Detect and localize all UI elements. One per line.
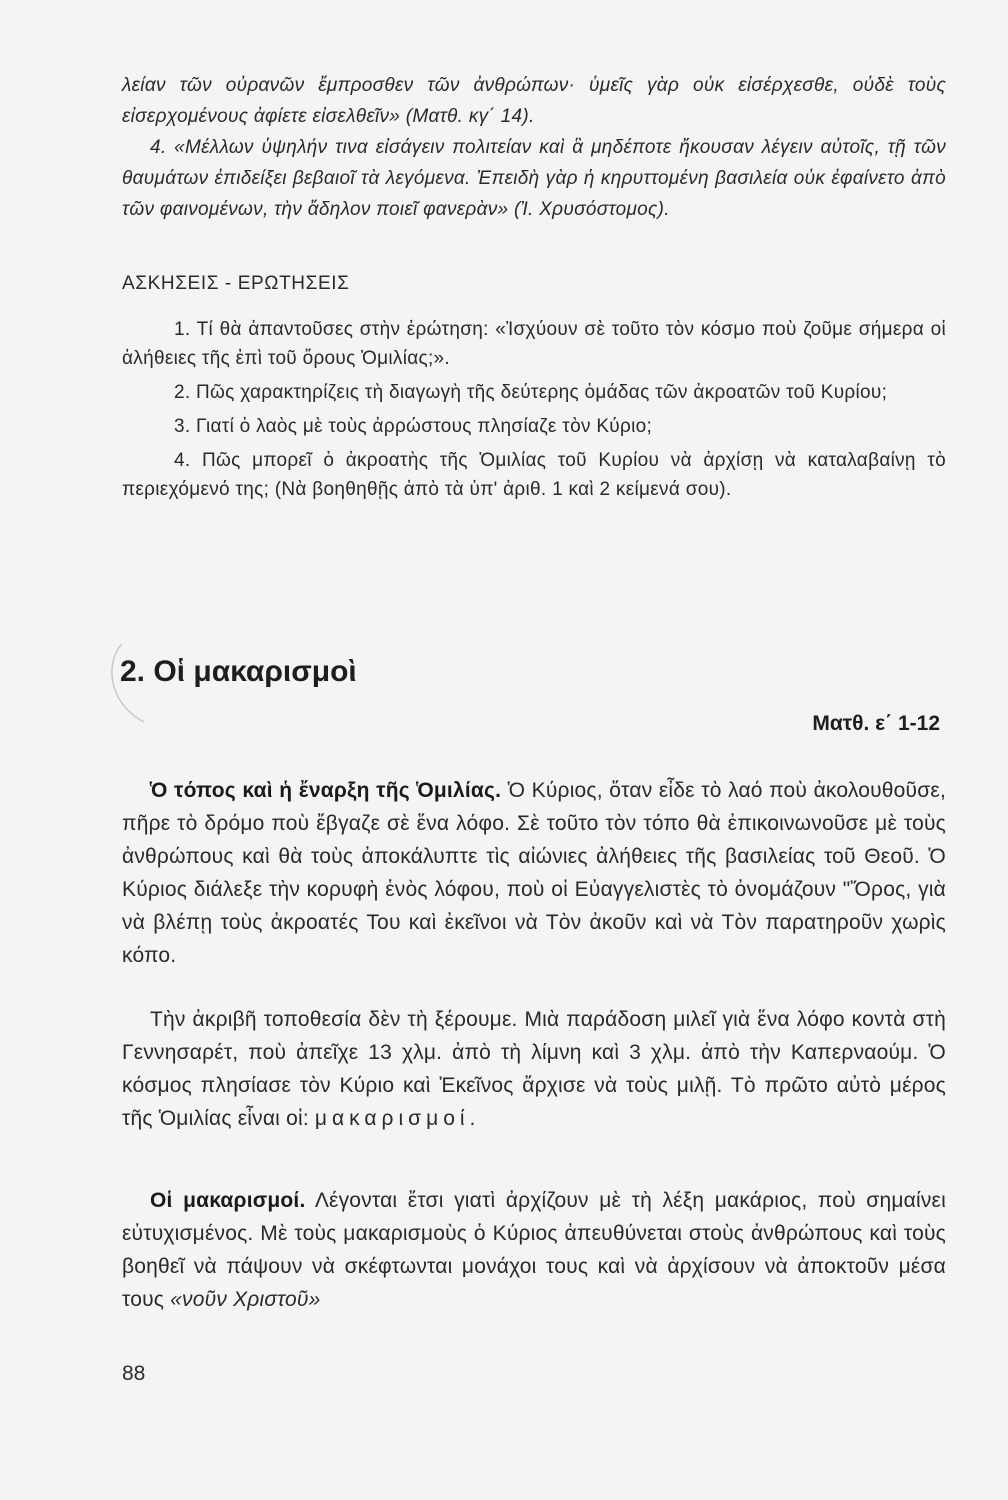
page-number: 88 bbox=[122, 1362, 146, 1385]
quote-continuation: λείαν τῶν οὐρανῶν ἔμπροσθεν τῶν ἀνθρώπων· ὑμεῖς γὰρ οὐκ εἰσέρχεσθε, οὐδὲ τοὺς εἰσερχομένους ἀφίετε εἰσελθεῖν» (Ματθ. κγ΄ 14). bbox=[122, 75, 946, 127]
italic-quote: «νοῦν Χριστοῦ» bbox=[170, 1288, 321, 1311]
paragraph-lead: Οἱ μακαρισμοί. bbox=[150, 1189, 306, 1212]
paragraph-text: Τὴν ἀκριβῆ τοποθεσία δὲν τὴ ξέρουμε. Μιὰ παράδοση μιλεῖ γιὰ ἕνα λόφο κοντὰ στὴ Γεννησαρέτ, ποὺ ἀπεῖχε 13 χλμ. ἀπὸ τὴ λίμνη καὶ 3 χλμ. ἀπὸ τὴν Καπερναούμ. Ὁ κόσμος πλησίασε τὸν Κύριο καὶ Ἐκεῖνος ἄρχισε νὰ τοὺς μιλῇ. Τὸ πρῶτο αὐτὸ μέρος τῆς Ὁμιλίας εἶναι οἱ: bbox=[122, 1008, 946, 1130]
paragraph bbox=[122, 774, 946, 972]
spaced-word: μακαρισμοί. bbox=[314, 1107, 481, 1130]
top-quote-block bbox=[122, 70, 946, 225]
exercise-question: 2. Πῶς χαρακτηρίζεις τὴ διαγωγὴ τῆς δεύτερης ὁμάδας τῶν ἀκροατῶν τοῦ Κυρίου; bbox=[174, 382, 888, 403]
scripture-reference: Ματθ. ε΄ 1-12 bbox=[812, 712, 940, 735]
paragraph-lead: Ὁ τόπος καὶ ἡ ἔναρξη τῆς Ὁμιλίας. bbox=[150, 779, 502, 802]
paragraph-text: Λέγονται ἔτσι γιατὶ ἀρχίζουν μὲ τὴ λέξη μακάριος, ποὺ σημαίνει εὐτυχισμένος. Μὲ τοὺς μακαρισμοὺς ὁ Κύριος ἀπευθύνεται στοὺς ἀνθρώπους καὶ τοὺς βοηθεῖ νὰ πάψουν νὰ σκέφτωνται μονάχοι τους καὶ νὰ ἀρχίσουν νὰ ἀποκτοῦν μέσα τους bbox=[122, 1189, 946, 1311]
exercises-list bbox=[122, 315, 946, 509]
paragraph-place-and-start bbox=[122, 774, 946, 972]
paragraph-location bbox=[122, 1003, 946, 1135]
paragraph-text: Ὁ Κύριος, ὅταν εἶδε τὸ λαό ποὺ ἀκολουθοῦσε, πῆρε τὸ δρόμο ποὺ ἔβγαζε σὲ ἕνα λόφο. Σὲ τοῦτο τὸν τόπο θὰ ἐπικοινωνοῦσε μὲ τοὺς ἀνθρώπους καὶ θὰ τοὺς ἀποκάλυπτε τὶς αἰώνιες ἀλήθειες τῆς βασιλείας τοῦ Θεοῦ. Ὁ Κύριος διάλεξε τὴν κορυφὴ ἑνὸς λόφου, ποὺ οἱ Εὐαγγελιστὲς τὸ ὀνομάζουν "Ὄρος, γιὰ νὰ βλέπῃ τοὺς ἀκροατές Του καὶ ἐκεῖνοι νὰ Τὸν ἀκοῦν καὶ νὰ Τὸν παρατηροῦν χωρὶς κόπο. bbox=[122, 779, 946, 967]
exercise-question: 1. Τί θὰ ἀπαντοῦσες στὴν ἐρώτηση: «Ἰσχύουν σὲ τοῦτο τὸν κόσμο ποὺ ζοῦμε σήμερα οἱ ἀλήθειες τῆς ἐπὶ τοῦ ὄρους Ὁμιλίας;». bbox=[122, 319, 946, 369]
quote-item-4: 4. «Μέλλων ὑψηλήν τινα εἰσάγειν πολιτείαν καὶ ἃ μηδέποτε ἤκουσαν λέγειν αὐτοῖς, τῇ τῶν θαυμάτων ἐπιδείξει βεβαιοῖ τὰ λεγόμενα. Ἐπειδὴ γὰρ ἡ κηρυττομένη βασιλεία οὐκ ἐφαίνετο ἀπὸ τῶν φαινομένων, τὴν ἄδηλον ποιεῖ φανερὰν» (Ἰ. Χρυσόστομος). bbox=[122, 137, 946, 220]
paragraph-beatitudes bbox=[122, 1184, 946, 1316]
exercise-question: 3. Γιατί ὁ λαὸς μὲ τοὺς ἀρρώστους πλησίαζε τὸν Κύριο; bbox=[174, 416, 653, 437]
exercise-question: 4. Πῶς μπορεῖ ὁ ἀκροατὴς τῆς Ὁμιλίας τοῦ Κυρίου νὰ ἀρχίσῃ νὰ καταλαβαίνῃ τὸ περιεχόμενό της; (Νὰ βοηθηθῇς ἀπὸ τὰ ὑπ' ἀριθ. 1 καὶ 2 κείμενά σου). bbox=[122, 450, 946, 500]
exercises-heading: ΑΣΚΗΣΕΙΣ - ΕΡΩΤΗΣΕΙΣ bbox=[122, 273, 350, 294]
paragraph bbox=[122, 1003, 946, 1135]
paragraph bbox=[122, 1184, 946, 1316]
section-title: 2. Οἱ μακαρισμοὶ bbox=[120, 655, 357, 688]
